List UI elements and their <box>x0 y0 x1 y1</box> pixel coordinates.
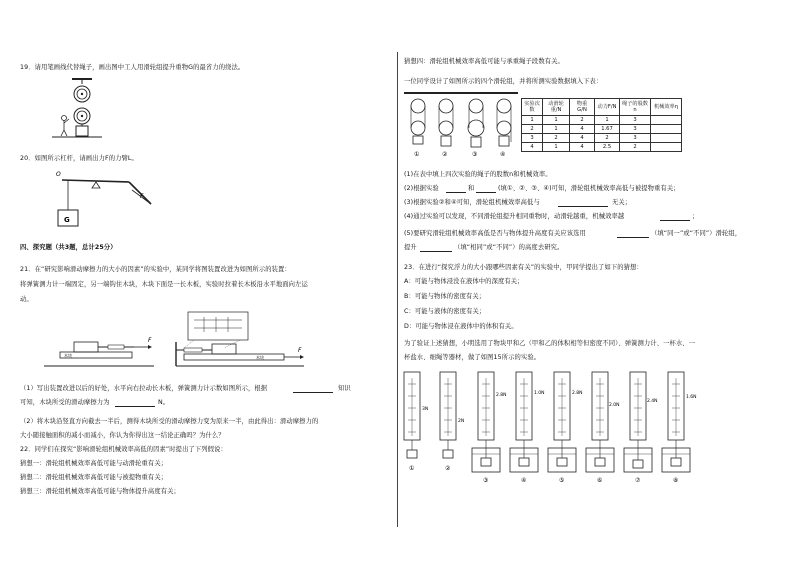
part-2-a: (2)根据实验 <box>404 185 439 192</box>
question-20: 20．如图所示杠杆，请画出力F的力臂L。 <box>20 155 138 162</box>
table-header: 动力F/N <box>595 99 620 116</box>
table-cell[interactable]: 3 <box>620 125 651 134</box>
label-f2: F <box>298 347 302 354</box>
scale-reading-2: 2N <box>458 419 465 424</box>
scale-reading-3: 2.8N <box>496 393 507 398</box>
question-21-part2-a: （2）将木块沿竖直方向截去一半后，测得木块所受的滑动摩擦力变为原来一半，由此得出：滑动摩擦力的 <box>20 418 319 425</box>
question-21-part1-a: （1）写出装置改进以后的好处，水平向右拉动长木板，弹簧测力计示数如图所示，根据 <box>20 385 268 392</box>
question-21-part2-b: 大小随接触面积的减小而减小，你认为你得出这一结论正确吗？为什么？ <box>20 432 225 439</box>
table-cell: 1 <box>543 116 570 125</box>
table-cell: 4 <box>570 143 595 152</box>
hypothesis-3: 猜想三：滑轮组机械效率高低可能与物体提升高度有关； <box>20 488 180 495</box>
label-g: G <box>64 216 70 224</box>
table-cell: 3 <box>522 134 543 143</box>
label-board1: 木块 <box>64 353 72 358</box>
table-header: 实验次数 <box>522 99 543 116</box>
table-cell: 4 <box>570 134 595 143</box>
question-21-line1: 21．在“研究影响滑动摩擦力的大小的因素”的实验中，某同学将图装置改进为如图所示的装置： <box>20 266 291 273</box>
answer-blank-exp-b[interactable] <box>476 185 496 193</box>
pulley-set-figure <box>404 92 518 162</box>
table-header: 机械效率η <box>651 99 682 116</box>
guess-c: C：可能与液体的密度有关； <box>404 308 486 315</box>
spring-scale-4 <box>510 372 545 484</box>
hypothesis-1: 猜想一：滑轮组机械效率高低可能与动滑轮重有关； <box>20 460 168 467</box>
spring-scale-7 <box>624 372 658 484</box>
guess-b: B：可能与物体的密度有关； <box>404 293 486 300</box>
part-2-b: 和 <box>468 185 475 192</box>
figure-label-3: ③ <box>483 477 489 484</box>
table-cell: 1 <box>522 116 543 125</box>
part-3-b: 无关； <box>612 199 632 206</box>
spring-scale-3 <box>472 372 507 484</box>
scale-reading-1: 3N <box>422 407 429 412</box>
answer-blank-exp-a[interactable] <box>446 185 466 193</box>
experiment-table <box>521 98 682 152</box>
table-header: 物重G/N <box>570 99 595 116</box>
table-cell: 2 <box>522 125 543 134</box>
table-cell: 1 <box>543 125 570 134</box>
section-4-heading: 四、探究题（共3题，总计25分） <box>20 244 117 251</box>
figure-label-5: ⑤ <box>559 477 565 484</box>
pulley-label-2: ② <box>442 151 448 158</box>
part-3-a: (3)根据实验②和④可知，滑轮组机械效率高低与 <box>404 199 540 206</box>
pulley-label-1: ① <box>414 151 420 158</box>
answer-blank-friction[interactable] <box>115 399 155 407</box>
buoyancy-figure <box>402 370 712 490</box>
guess-a: A：可能与物体浸没在液体中的深度有关； <box>404 278 524 285</box>
figure-label-6: ⑥ <box>597 477 603 484</box>
table-cell[interactable] <box>651 143 682 152</box>
hypothesis-2: 猜想二：滑轮组机械效率高低可能与被提物重有关； <box>20 474 168 481</box>
guess-d: D：可能与物体浸在液体中的体积有关。 <box>404 323 518 330</box>
question-21-line2: 将弹簧测力计一端固定，另一端钩住木块，木块下面是一长木板，实验时拉着长木板沿水平地面向左运 <box>20 281 308 288</box>
answer-blank-efficiency[interactable] <box>660 213 690 221</box>
table-header-row <box>522 99 682 116</box>
spring-scale-6 <box>586 372 620 484</box>
table-cell: 2 <box>570 116 595 125</box>
column-divider <box>397 52 398 527</box>
friction-figure <box>44 312 324 372</box>
table-cell: 1 <box>543 143 570 152</box>
table-cell: 2.5 <box>595 143 620 152</box>
table-cell: 4 <box>570 125 595 134</box>
figure-label-1: ① <box>409 465 415 472</box>
scale-reading-6: 2.0N <box>609 403 620 408</box>
part-5-b: （填“同一”或“不同”）滑轮组， <box>651 230 742 237</box>
part-5-c: 提升 <box>404 244 417 251</box>
table-cell[interactable]: 3 <box>620 134 651 143</box>
table-cell[interactable] <box>651 116 682 125</box>
answer-blank-knowledge[interactable] <box>293 385 333 393</box>
table-cell: 1 <box>595 116 620 125</box>
question-21-part1-b: 知识 <box>338 385 351 392</box>
part-5-d: （填“相同”或“不同”）的高度去研究。 <box>454 244 564 251</box>
answer-blank-factor[interactable] <box>558 199 608 207</box>
table-cell[interactable] <box>651 134 682 143</box>
table-header: 动滑轮重/N <box>543 99 570 116</box>
table-cell: 2 <box>543 134 570 143</box>
table-cell[interactable]: 3 <box>620 116 651 125</box>
question-23-line1: 23．在进行“探究浮力的大小跟哪些因素有关”的实验中，甲同学提出了如下的猜想： <box>404 264 643 271</box>
part-4-b: ； <box>692 213 699 220</box>
part-2-c: (填①、②、③、④)可知，滑轮组机械效率高低与被提物重有关； <box>498 185 680 192</box>
spring-scale-8 <box>662 372 697 484</box>
lever-figure <box>54 168 164 230</box>
question-21-part1-c: 可知，木块所受的滑动摩擦力为 <box>20 399 110 406</box>
table-row <box>522 134 682 143</box>
answer-blank-same-height[interactable] <box>420 244 452 252</box>
pulley-label-3: ③ <box>472 151 478 158</box>
table-cell[interactable] <box>651 125 682 134</box>
figure-label-2: ② <box>445 465 451 472</box>
pulley-worker-figure <box>52 78 112 140</box>
question-22-intro: 一位同学设计了如图所示的四个滑轮组，并将所测实验数据填入下表： <box>404 78 603 85</box>
scale-reading-4: 1.0N <box>534 391 545 396</box>
scale-reading-8: 1.6N <box>686 395 697 400</box>
label-f1: F <box>148 337 152 344</box>
question-22-line1: 22．同学们在探究“影响滑轮组机械效率高低的因素”时提出了下列假说： <box>20 446 227 453</box>
question-19: 19．请用笔画线代替绳子，画出图中工人用滑轮组提升重物G的最省力的绕法。 <box>20 64 245 71</box>
table-row <box>522 116 682 125</box>
hypothesis-4: 猜想四：滑轮组机械效率高低可能与承重绳子段数有关。 <box>404 58 564 65</box>
label-board2: 木块 <box>256 355 264 360</box>
table-header: 绳子的股数n <box>620 99 651 116</box>
answer-blank-same-pulley[interactable] <box>617 230 649 238</box>
figure-label-4: ④ <box>521 477 527 484</box>
question-23-line2: 为了验证上述猜想，小明选用了物块甲和乙（甲和乙的体积相等但密度不同）、弹簧测力计、一杯水、一 <box>404 340 696 347</box>
question-21-line3: 动。 <box>20 296 33 303</box>
scale-reading-5: 2.8N <box>572 391 583 396</box>
part-4-a: (4)通过实验可以发现，不同滑轮组提升相同重物时，动滑轮越重，机械效率越 <box>404 213 625 220</box>
table-row <box>522 125 682 134</box>
pulley-label-4: ④ <box>500 151 506 158</box>
question-21-part1-d: N。 <box>158 399 170 406</box>
spring-scale-5 <box>548 372 583 484</box>
table-cell: 1.67 <box>595 125 620 134</box>
table-cell: 2 <box>595 134 620 143</box>
label-o: O <box>56 171 61 178</box>
figure-label-8: ⑧ <box>673 477 679 484</box>
table-cell[interactable]: 2 <box>620 143 651 152</box>
table-cell: 4 <box>522 143 543 152</box>
label-f: F <box>140 193 144 200</box>
spring-scale-2 <box>440 372 464 472</box>
spring-scale-1 <box>404 372 428 472</box>
part-1: (1)在表中填上四次实验的绳子的股数n和机械效率。 <box>404 171 552 178</box>
part-5-a: (5)要研究滑轮组机械效率高低是否与物体提升高度有关应该选用 <box>404 230 586 237</box>
table-row <box>522 143 682 152</box>
question-23-line3: 杯盐水、细绳等器材，做了如图15所示的实验。 <box>404 354 541 361</box>
scale-reading-7: 2.4N <box>647 399 658 404</box>
figure-label-7: ⑦ <box>635 477 641 484</box>
